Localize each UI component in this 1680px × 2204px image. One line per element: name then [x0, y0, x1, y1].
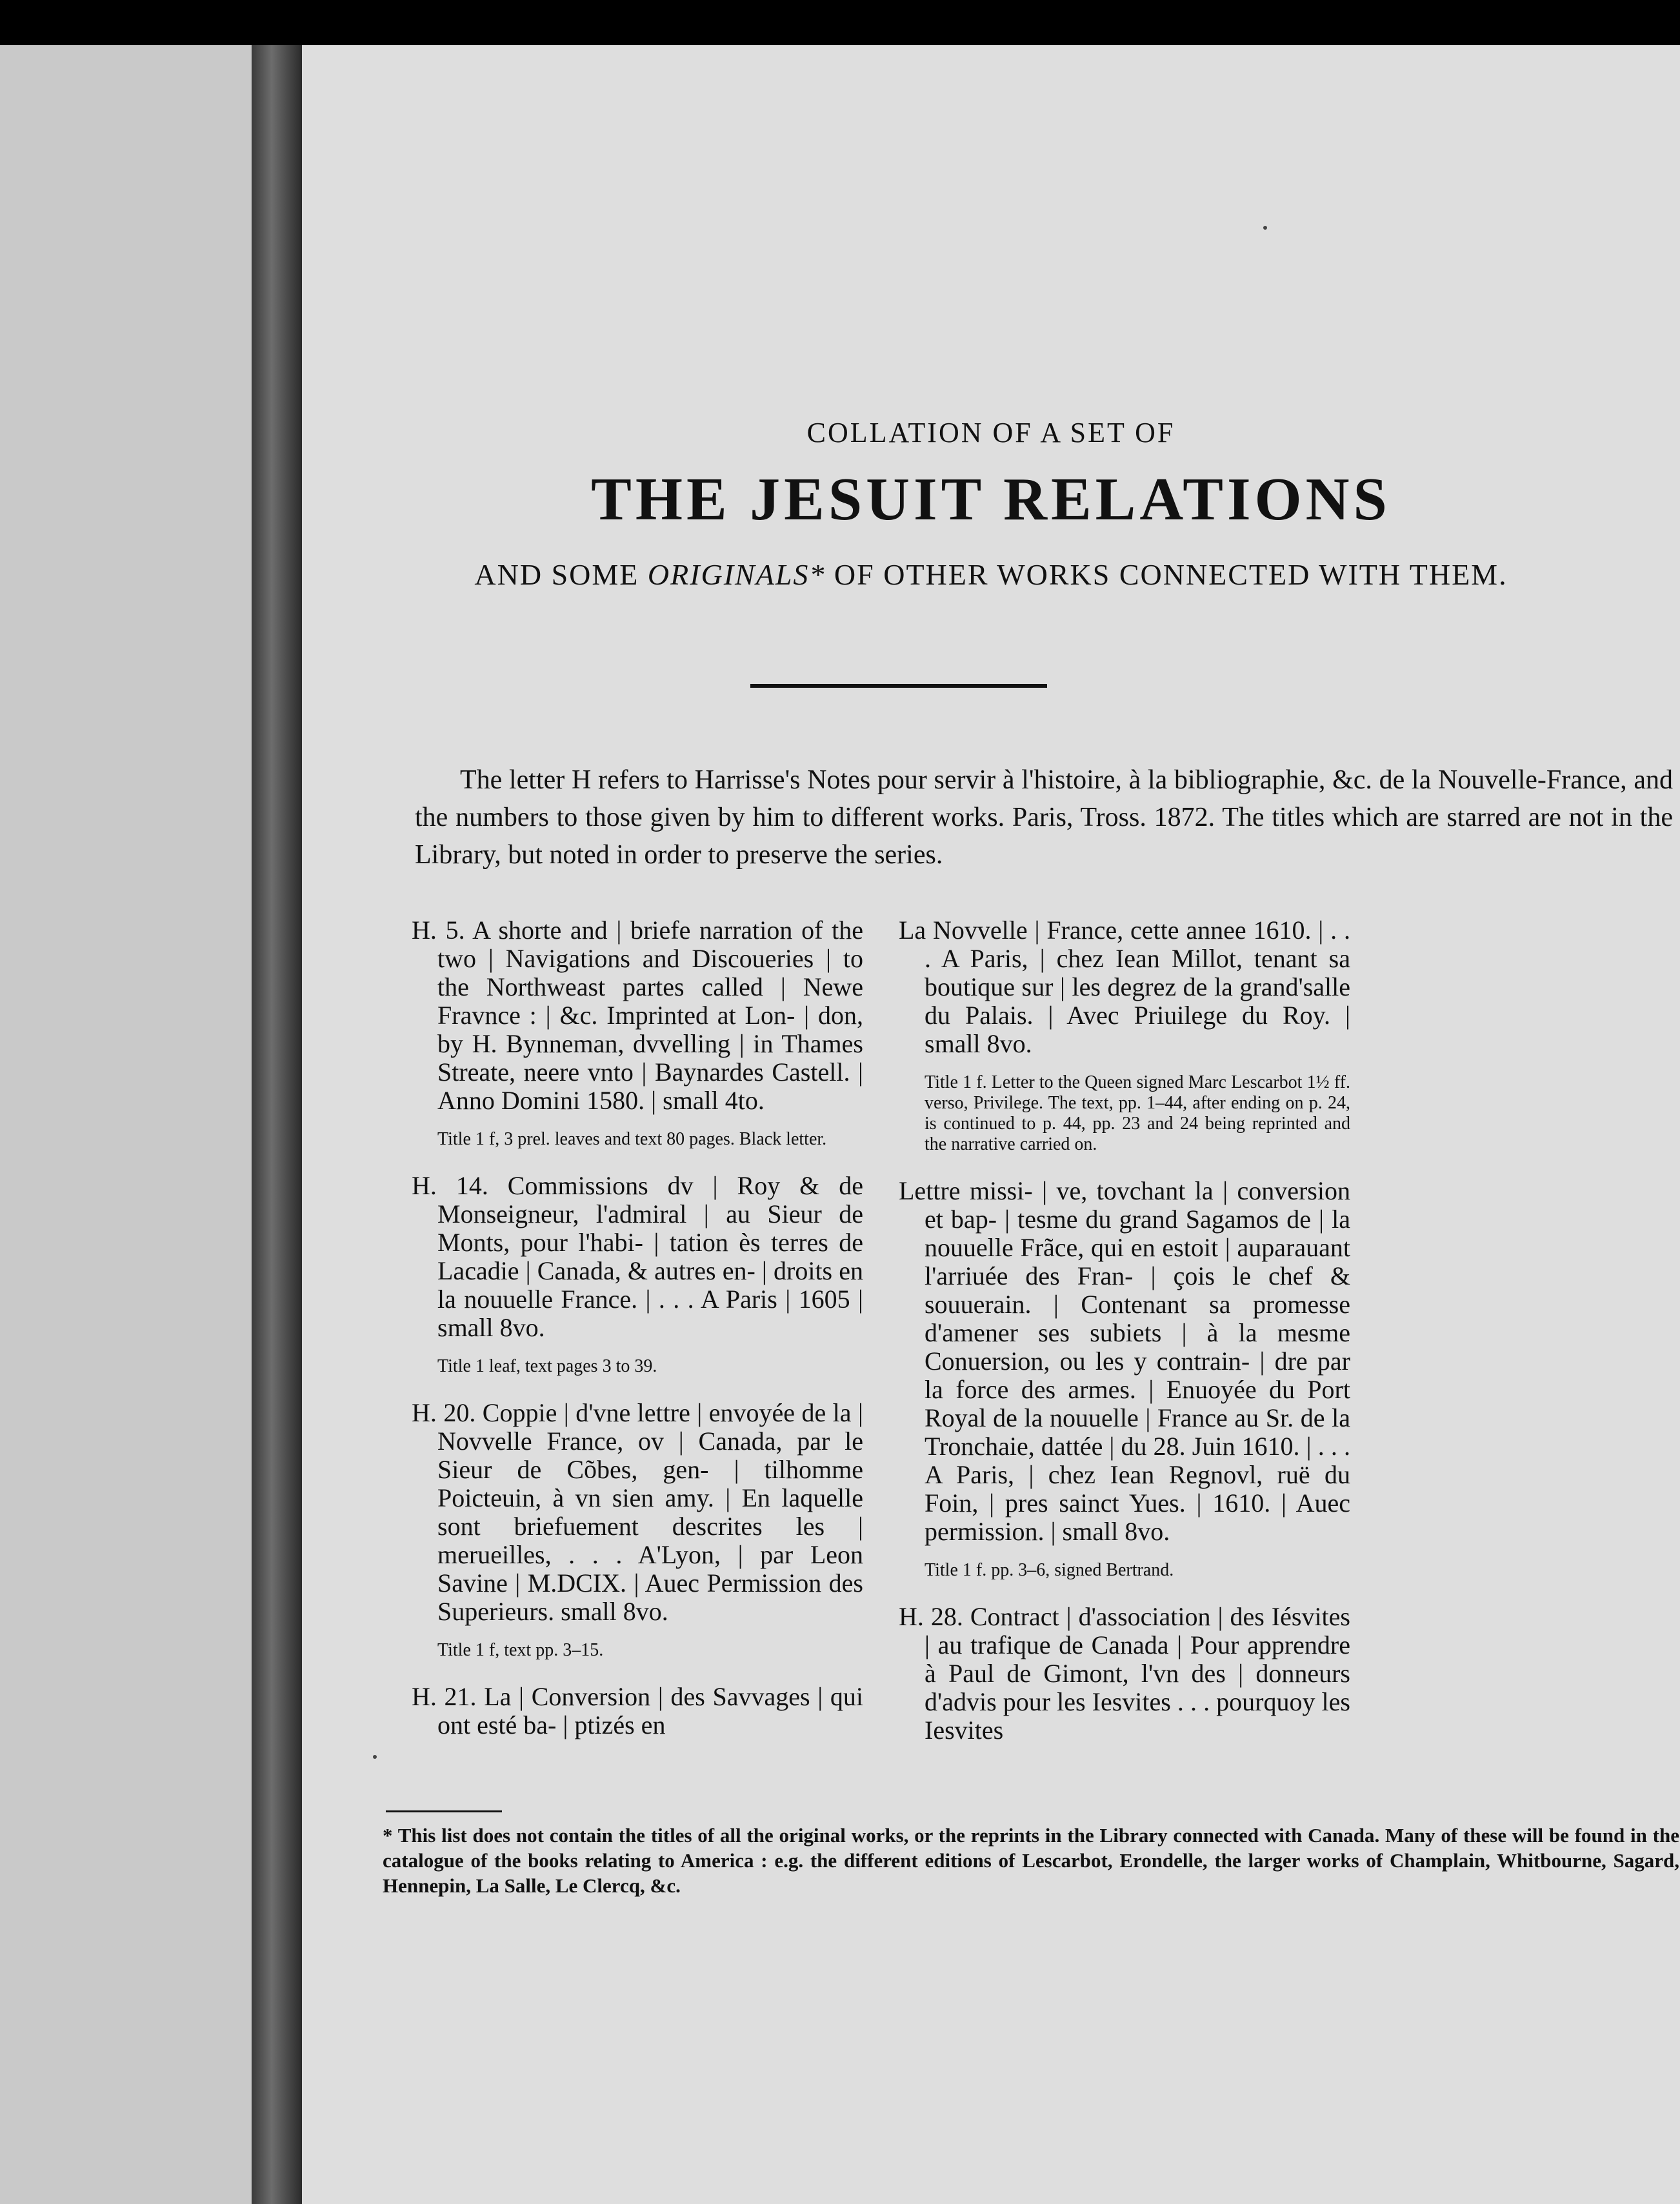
subtitle: [302, 555, 1680, 595]
entry-note: Title 1 leaf, text pages 3 to 39.: [437, 1356, 657, 1376]
collation-heading: COLLATION OF A SET OF: [806, 417, 1175, 448]
document-page: [302, 45, 1680, 2204]
entry-lettre-missive: [899, 1177, 1350, 1546]
facing-page-edge: [0, 45, 252, 2204]
entry-note: Title 1 f. Letter to the Queen signed Marc Lescarbot 1½ ff. verso, Privilege. The text, pp. 1–44, after ending on p. 24, is continued to p. 44, pp. 23 and 24 being reprinted and the narrative carried on.: [925, 1072, 1350, 1154]
right-column: [899, 916, 1350, 1759]
entry-note: Title 1 f, 3 prel. leaves and text 80 pages. Black letter.: [437, 1129, 827, 1149]
footnote: * This list does not contain the titles of all the original works, or the reprints in the Library connected with Canada. Many of these will be found in the catalogue of the books relating to America : e.g. the different editions of Lescarbot, Erondelle, the larger works of Champlain, Whitbourne, Sagard, Hennepin, La Salle, Le Clercq, &c.: [383, 1824, 1679, 1897]
left-column: [412, 916, 863, 1754]
title-divider: [750, 684, 1047, 688]
book-spine: [252, 45, 302, 2204]
entry-h20: [412, 1399, 863, 1626]
subtitle-pre: AND SOME: [474, 558, 648, 591]
speck: [1263, 226, 1267, 230]
intro-paragraph: The letter H refers to Harrisse's Notes pour servir à l'histoire, à la bibliographie, &c. de la Nouvelle-France, and the numbers to those given by him to different works. Paris, Tross. 1872. The titles which are starred are not in the Library, but noted in order to preserve the series.: [415, 765, 1673, 870]
entry-text: H. 28. Contract | d'association | des Iésvites | au trafique de Canada | Pour apprendre à Paul de Gimont, l'vn des | donneurs d'advis pour les Iesvites . . . pourquoy les Iesvites: [899, 1602, 1350, 1745]
entry-h21: [412, 1683, 863, 1739]
entry-text: H. 20. Coppie | d'vne lettre | envoyée de la | Novvelle France, ov | Canada, par le Sieur de Cõbes, gen- | tilhomme Poicteuin, à vn sien amy. | En laquelle sont briefuement descrites les | merueilles, . . . A'Lyon, | par Leon Savine | M.DCIX. | Auec Permission des Superieurs. small 8vo.: [412, 1398, 863, 1626]
entry-note: Title 1 f, text pp. 3–15.: [437, 1640, 604, 1660]
entry-h21-continued: [899, 916, 1350, 1058]
subtitle-emphasis: ORIGINALS*: [647, 558, 826, 591]
entry-text: H. 21. La | Conversion | des Savvages | qui ont esté ba- | ptizés en: [412, 1682, 863, 1739]
entry-h28: [899, 1603, 1350, 1745]
footnote-rule: [386, 1810, 502, 1812]
entry-h5: [412, 916, 863, 1115]
entry-text: H. 14. Commissions dv | Roy & de Monseigneur, l'admiral | au Sieur de Monts, pour l'habi- | tation ès terres de Lacadie | Canada, & autres en- | droits en la nouuelle France. | . . . A Paris | 1605 | small 8vo.: [412, 1171, 863, 1342]
entry-h14: [412, 1172, 863, 1342]
page-title: THE JESUIT RELATIONS: [591, 466, 1391, 533]
entry-text: La Novvelle | France, cette annee 1610. | . . . A Paris, | chez Iean Millot, tenant sa boutique sur | les degrez de la grand'salle du Palais. | Avec Priuilege du Roy. | small 8vo.: [899, 916, 1350, 1058]
entry-text: H. 5. A shorte and | briefe narration of the two | Navigations and Discoueries | to the Northweast partes called | Newe Fravnce : | &c. Imprinted at Lon- | don, by H. Bynneman, dvvelling | in Thames Streate, neere vnto | Baynardes Castell. | Anno Domini 1580. | small 4to.: [412, 916, 863, 1115]
subtitle-post: OF OTHER WORKS CONNECTED WITH THEM.: [825, 558, 1508, 591]
speck: [373, 1755, 377, 1759]
entry-note: Title 1 f. pp. 3–6, signed Bertrand.: [925, 1560, 1174, 1580]
entry-text: Lettre missi- | ve, tovchant la | conversion et bap- | tesme du grand Sagamos de | la nouuelle Frãce, qui en estoit | auparauant l'arriuée des Fran- | çois le chef & souuerain. | Contenant sa promesse d'amener ses subiets | à la mesme Conuersion, ou les y contrain- | dre par la force des armes. | Enuoyée du Port Royal de la nouuelle | France au Sr. de la Tronchaie, dattée | du 28. Juin 1610. | . . . A Paris, | chez Iean Regnovl, ruë du Foin, | pres sainct Yues. | 1610. | Auec permission. | small 8vo.: [899, 1176, 1350, 1546]
